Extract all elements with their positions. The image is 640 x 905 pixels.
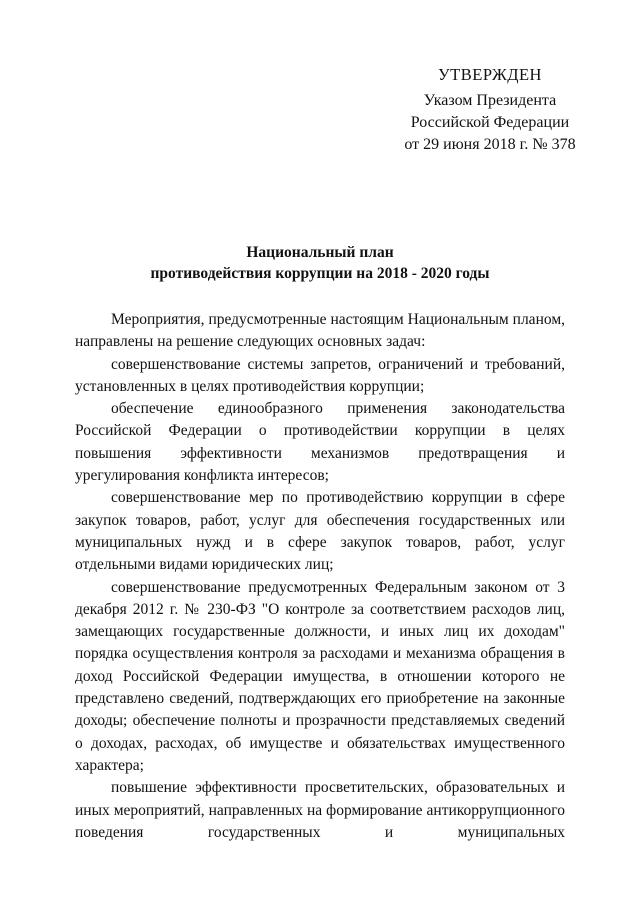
approval-line-date: от 29 июня 2018 г. № 378 xyxy=(404,136,576,153)
approval-stamp xyxy=(390,64,590,156)
document-title-line-2: противодействия коррупции на 2018 - 2020 годы xyxy=(150,265,490,282)
paragraph-task-education: повышение эффективности просветительских, образовательных и иных мероприятий, направленных на формирование антикоррупционного поведения государственных и муниципальных xyxy=(75,779,565,841)
approval-line-federation: Российской Федерации xyxy=(410,114,570,131)
document-body xyxy=(75,309,565,844)
document-title xyxy=(0,242,640,284)
paragraph-intro: Мероприятия, предусмотренные настоящим Национальным планом, направлены на решение следующих основных задач: xyxy=(75,311,565,351)
approval-line-decree: Указом Президента xyxy=(423,92,557,109)
document-title-line-1: Национальный план xyxy=(246,244,394,261)
approval-title: УТВЕРЖДЕН xyxy=(438,65,542,84)
paragraph-task-procurement: совершенствование мер по противодействию коррупции в сфере закупок товаров, работ, услуг для обеспечения государственных или муниципальных нужд и в сфере закупок товаров, работ, услуг отдельными видами юридических лиц; xyxy=(75,489,565,574)
paragraph-task-expense-control: совершенствование предусмотренных Федеральным законом от 3 декабря 2012 г. № 230-ФЗ "О контроле за соответствием расходов лиц, замещающих государственные должности, и иных лиц их доходам" порядка осуществления контроля за расходами и механизма обращения в доход Российской Федерации имущества, в отношении которого не представлено сведений, подтверждающих его приобретение на законные доходы; обеспечение полноты и прозрачности представляемых сведений о доходах, расходах, об имуществе и обязательствах имущественного характера; xyxy=(75,578,565,774)
paragraph-task-prohibitions: совершенствование системы запретов, ограничений и требований, установленных в целях противодействия коррупции; xyxy=(75,355,565,395)
paragraph-task-uniform-application: обеспечение единообразного применения законодательства Российской Федерации о противодействии коррупции в целях повышения эффективности механизмов предотвращения и урегулирования конфликта интересов; xyxy=(75,400,565,485)
